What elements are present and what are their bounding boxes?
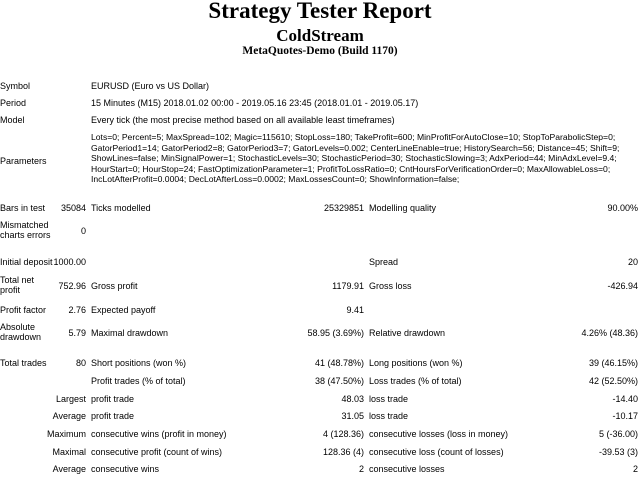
expected-payoff-value: 9.41	[346, 305, 364, 315]
mismatched-value: 0	[80, 226, 86, 236]
parameters-line: ShowLines=false; MinSignalPower=1; StochasticLevels=30; StochasticPeriod=30; StochasticSlowing=3; AdxPeriod=44; MinAdxLevel=9.4;	[91, 153, 617, 164]
maximal-consecutive-loss-label: consecutive loss (count of losses)	[369, 447, 504, 457]
short-positions-label: Short positions (won %)	[91, 358, 187, 368]
period-label: Period	[0, 98, 27, 108]
largest-label: Largest	[55, 394, 86, 404]
total-trades-label: Total trades	[0, 358, 47, 368]
maximal-consecutive-profit-label: consecutive profit (count of wins)	[91, 447, 223, 457]
largest-loss-label: loss trade	[369, 394, 409, 404]
model-value: Every tick (the most precise method based on all available least timeframes)	[91, 115, 395, 125]
deposit-value: 1000.00	[53, 257, 86, 267]
gross-loss-label: Gross loss	[369, 281, 412, 291]
average-consecutive-wins-label: consecutive wins	[91, 464, 160, 474]
average-consecutive-label: Average	[52, 464, 86, 474]
parameters-value	[91, 132, 637, 185]
expert-name: ColdStream	[276, 26, 364, 45]
gross-profit-label: Gross profit	[91, 281, 138, 291]
average-label: Average	[52, 411, 86, 421]
largest-profit-label: profit trade	[91, 394, 135, 404]
quality-label: Modelling quality	[369, 203, 437, 213]
profit-trades-value: 38 (47.50%)	[314, 376, 364, 386]
mismatched-label: Mismatched charts errors	[0, 220, 51, 240]
symbol-label: Symbol	[0, 81, 31, 91]
expected-payoff-label: Expected payoff	[91, 305, 156, 315]
absolute-drawdown-label: Absolute drawdown	[0, 322, 42, 342]
long-positions-label: Long positions (won %)	[369, 358, 463, 368]
loss-trades-value: 42 (52.50%)	[588, 376, 638, 386]
server-build: MetaQuotes-Demo (Build 1170)	[242, 45, 398, 57]
average-profit-value: 31.05	[341, 411, 364, 421]
parameters-line: GatorPeriod1=14; GatorPeriod2=8; GatorPeriod3=7; GatorLevels=0.002; CenterLineEnable=true; HistorySearch=56; Distance=45; Shift=9;	[91, 142, 620, 153]
bars-value: 35084	[60, 203, 86, 213]
largest-loss-value: -14.40	[612, 394, 638, 404]
net-profit-value: 752.96	[58, 281, 86, 291]
model-label: Model	[0, 115, 25, 125]
parameters-line: IncLotAfterProfit=0.0004; DecLotAfterLoss=0.0002; MaxLossesCount=0; ShowInformation=false;	[91, 174, 460, 185]
deposit-label: Initial deposit	[0, 257, 53, 267]
maximal-label: Maximal	[52, 447, 86, 457]
average-consecutive-wins-value: 2	[358, 464, 364, 474]
average-consecutive-losses-value: 2	[632, 464, 638, 474]
relative-drawdown-label: Relative drawdown	[369, 328, 446, 338]
loss-trades-label: Loss trades (% of total)	[369, 376, 462, 386]
total-trades-value: 80	[75, 358, 86, 368]
parameters-line: HourStart=0; HourStop=24; FastOptimizationParameter=1; ProfitToLossRatio=0; CntHoursForVerificationOrder=0; MaxAllowableLoss=0;	[91, 163, 611, 174]
relative-drawdown-value: 4.26% (48.36)	[581, 328, 638, 338]
short-positions-value: 41 (48.78%)	[314, 358, 364, 368]
report-title: Strategy Tester Report	[208, 0, 432, 23]
symbol-value: EURUSD (Euro vs US Dollar)	[91, 81, 210, 91]
long-positions-value: 39 (46.15%)	[588, 358, 638, 368]
average-consecutive-losses-label: consecutive losses	[369, 464, 445, 474]
max-consecutive-losses-label: consecutive losses (loss in money)	[369, 429, 509, 439]
ticks-label: Ticks modelled	[91, 203, 151, 213]
max-consecutive-losses-value: 5 (-36.00)	[598, 429, 638, 439]
maximum-label: Maximum	[46, 429, 86, 439]
ticks-value: 25329851	[323, 203, 364, 213]
largest-profit-value: 48.03	[341, 394, 364, 404]
average-profit-label: profit trade	[91, 411, 135, 421]
average-loss-value: -10.17	[612, 411, 638, 421]
maximal-drawdown-value: 58.95 (3.69%)	[307, 328, 364, 338]
quality-value: 90.00%	[607, 203, 638, 213]
gross-profit-value: 1179.91	[332, 281, 364, 291]
profit-trades-label: Profit trades (% of total)	[91, 376, 186, 386]
parameters-label: Parameters	[0, 156, 47, 166]
spread-value: 20	[627, 257, 638, 267]
absolute-drawdown-value: 5.79	[68, 328, 86, 338]
parameters-line: Lots=0; Percent=5; MaxSpread=102; Magic=115610; StopLoss=180; TakeProfit=600; MinProfitForAutoClose=10; StopToParabolicStep=0;	[91, 132, 616, 142]
max-consecutive-wins-value: 4 (128.36)	[322, 429, 364, 439]
bars-label: Bars in test	[0, 203, 46, 213]
spread-label: Spread	[369, 257, 399, 267]
max-consecutive-wins-label: consecutive wins (profit in money)	[91, 429, 227, 439]
average-loss-label: loss trade	[369, 411, 409, 421]
maximal-consecutive-profit-value: 128.36 (4)	[322, 447, 364, 457]
profit-factor-label: Profit factor	[0, 305, 47, 315]
profit-factor-value: 2.76	[68, 305, 86, 315]
maximal-drawdown-label: Maximal drawdown	[91, 328, 169, 338]
maximal-consecutive-loss-value: -39.53 (3)	[598, 447, 638, 457]
net-profit-label: Total net profit	[0, 275, 35, 295]
gross-loss-value: -426.94	[607, 281, 638, 291]
period-value: 15 Minutes (M15) 2018.01.02 00:00 - 2019.05.16 23:45 (2018.01.01 - 2019.05.17)	[91, 98, 419, 108]
